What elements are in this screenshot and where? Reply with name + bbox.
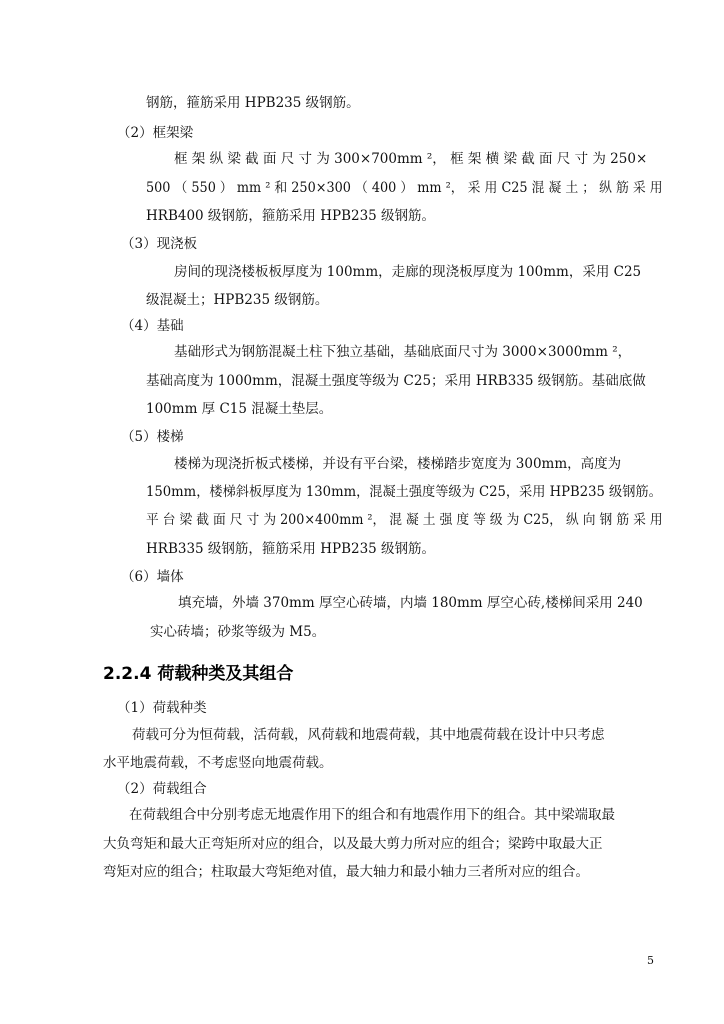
text-line: 水平地震荷载，不考虑竖向地震荷载。: [103, 755, 333, 771]
text-line: 基础形式为钢筋混凝土柱下独立基础，基础底面尺寸为 3000×3000mm ²，: [174, 344, 632, 360]
text-line: 弯矩对应的组合；柱取最大弯矩绝对值，最大轴力和最小轴力三者所对应的组合。: [103, 864, 589, 880]
text-line: 500 （ 550 ） mm ² 和 250×300 （ 400 ） mm ²， 采 用 C25 混 凝 土 ； 纵 筋 采 用: [146, 180, 663, 196]
text-line: HRB335 级钢筋，箍筋采用 HPB235 级钢筋。: [146, 541, 436, 557]
section-heading: 2.2.4 荷载种类及其组合: [103, 664, 294, 684]
text-line: 填充墙，外墙 370mm 厚空心砖墙，内墙 180mm 厚空心砖,楼梯间采用 240: [178, 595, 643, 611]
subsection-title-foundation: （4）基础: [121, 318, 184, 334]
text-line: 大负弯矩和最大正弯矩所对应的组合，以及最大剪力所对应的组合；梁跨中取最大正: [103, 836, 603, 852]
subsection-title-load-types: （1）荷载种类: [117, 700, 207, 716]
text-line: 基础高度为 1000mm，混凝土强度等级为 C25；采用 HRB335 级钢筋。基础底做: [146, 373, 646, 389]
text-line: HRB400 级钢筋，箍筋采用 HPB235 级钢筋。: [146, 208, 436, 224]
text-line: 楼梯为现浇折板式楼梯，并设有平台梁，楼梯踏步宽度为 300mm，高度为: [174, 456, 622, 472]
text-line: 房间的现浇楼板板厚度为 100mm，走廊的现浇板厚度为 100mm，采用 C25: [174, 264, 642, 280]
text-line: 平 台 梁 截 面 尺 寸 为 200×400mm ²， 混 凝 土 强 度 等 级 为 C25， 纵 向 钢 筋 采 用: [146, 512, 663, 528]
subsection-title-stairs: （5）楼梯: [121, 429, 184, 445]
text-line: 100mm 厚 C15 混凝土垫层。: [146, 401, 333, 417]
text-line: 实心砖墙；砂浆等级为 M5。: [150, 624, 326, 640]
subsection-title-wall: （6）墙体: [121, 569, 184, 585]
page-number: 5: [647, 954, 654, 967]
subsection-title-frame-beam: （2）框架梁: [117, 125, 194, 141]
text-line: 在荷载组合中分别考虑无地震作用下的组合和有地震作用下的组合。其中梁端取最: [129, 807, 615, 823]
subsection-title-cast-slab: （3）现浇板: [121, 236, 198, 252]
text-line: 钢筋，箍筋采用 HPB235 级钢筋。: [146, 95, 360, 111]
text-line: 荷载可分为恒荷载，活荷载，风荷载和地震荷载，其中地震荷载在设计中只考虑: [132, 727, 605, 743]
text-line: 框 架 纵 梁 截 面 尺 寸 为 300×700mm ²， 框 架 横 梁 截 面 尺 寸 为 250×: [174, 151, 648, 167]
subsection-title-load-combination: （2）荷载组合: [117, 781, 207, 797]
text-line: 150mm，楼梯斜板厚度为 130mm，混凝土强度等级为 C25，采用 HPB235 级钢筋。: [146, 484, 662, 500]
text-line: 级混凝土；HPB235 级钢筋。: [146, 292, 329, 308]
